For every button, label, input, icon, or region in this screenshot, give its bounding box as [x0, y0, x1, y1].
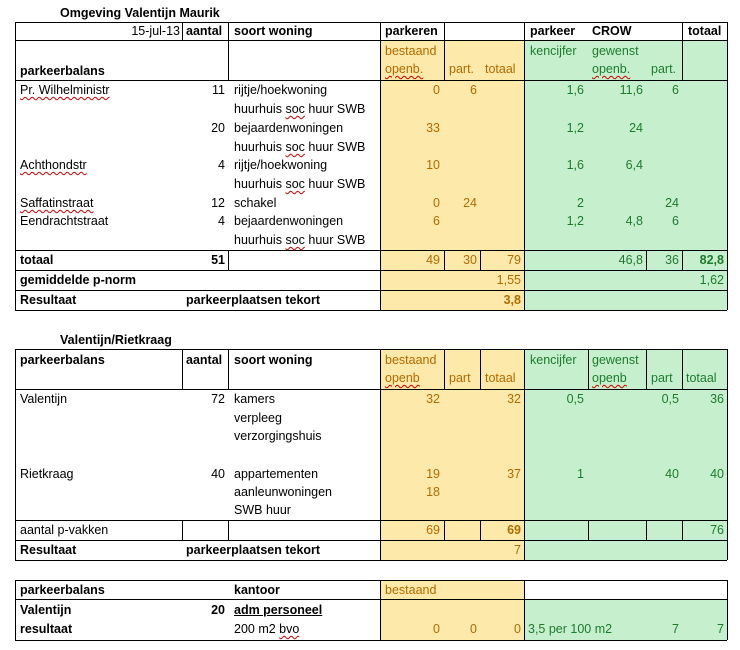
s1-row0-gewenst: 11,6: [619, 83, 643, 97]
s2-header-aantal: aantal: [186, 353, 223, 367]
s2-pvak-totaal2: 76: [710, 523, 724, 537]
s1-row7-bestaand: 6: [433, 214, 440, 228]
s1-res-text: parkeerplaatsen tekort: [186, 293, 321, 307]
s3-header-parkeerbalans: parkeerbalans: [20, 583, 105, 597]
s1-row0-bestaand: 0: [433, 83, 440, 97]
s3-r2-ken: 3,5 per 100 m2: [528, 622, 613, 636]
s1-res-val: 3,8: [503, 293, 521, 307]
s1-totaal-gewenst: 46,8: [618, 253, 643, 267]
s1-row4-kencijfer: 1,6: [566, 158, 584, 172]
s1-row4-soort: rijtje/hoekwoning: [234, 158, 328, 172]
s2-row6-soort: SWB huur: [234, 503, 291, 517]
s1-row5-soort: huurhuis soc huur SWB: [234, 177, 366, 191]
s2-row4-totaal2: 40: [710, 467, 724, 481]
s2-title: Valentijn/Rietkraag: [60, 333, 172, 347]
s1-pnorm-val: 1,55: [496, 273, 521, 287]
s1-row7-aantal: 4: [218, 214, 225, 228]
s1-row3-soort: huurhuis soc huur SWB: [234, 140, 366, 154]
s2-header-gewenst: gewenst: [592, 353, 639, 367]
s2-pvak-label: aantal p-vakken: [20, 523, 109, 537]
s1-row2-kencijfer: 1,2: [566, 121, 584, 135]
s1-totaal-part: 30: [463, 253, 477, 267]
s2-header-soort: soort woning: [234, 353, 313, 367]
s2-row2-soort: verzorgingshuis: [234, 429, 322, 443]
s1-totaal-all: 82,8: [699, 253, 724, 267]
s2-row0-part2: 0,5: [661, 392, 679, 406]
s2-row4-bestaand: 19: [426, 467, 440, 481]
s1-row7-kencijfer: 1,2: [566, 214, 584, 228]
s2-row5-soort: aanleunwoningen: [234, 485, 333, 499]
s2-row0-bestaand: 32: [426, 392, 440, 406]
s1-header-parkeren: parkeren: [385, 24, 438, 38]
s1-row6-part: 24: [463, 196, 477, 210]
s2-header-openb2: openb: [592, 371, 627, 385]
s1-row2-gewenst: 24: [629, 121, 643, 135]
s1-row0-kencijfer: 1,6: [566, 83, 584, 97]
s1-date: 15-jul-13: [131, 24, 180, 38]
s1-row0-aantal: 11: [212, 83, 225, 97]
s1-totaal-aantal: 51: [211, 253, 225, 267]
s3-r2-totaal: 0: [514, 622, 521, 636]
s1-row0-street: Pr. Wilhelministr: [20, 83, 110, 97]
s2-header-part: part: [449, 371, 471, 385]
s1-pnorm-crow: 1,62: [699, 273, 724, 287]
s1-sub-bestaand: bestaand: [385, 44, 437, 58]
s2-row0-aantal: 72: [211, 392, 225, 406]
s2-res-text: parkeerplaatsen tekort: [186, 543, 321, 557]
s1-row8-soort: huurhuis soc huur SWB: [234, 233, 366, 247]
s3-r2-bestaand: 0: [433, 622, 440, 636]
s1-totaal-totaal: 79: [507, 253, 521, 267]
s1-res-label: Resultaat: [20, 293, 77, 307]
s2-row4-soort: appartementen: [234, 467, 319, 481]
s2-header-part2: part: [651, 371, 673, 385]
s1-header-soort: soort woning: [234, 24, 313, 38]
s1-title: Omgeving Valentijn Maurik: [60, 6, 220, 20]
s1-row7-gpart: 6: [672, 214, 679, 228]
s1-row1-soort: huurhuis soc huur SWB: [234, 102, 366, 116]
s1-totaal-bestaand: 49: [426, 253, 440, 267]
s3-r1-aantal: 20: [211, 603, 225, 617]
s1-row0-part: 6: [470, 83, 477, 97]
s1-sub-openb: openb.: [385, 62, 424, 76]
s3-r1-soort: adm personeel: [234, 603, 323, 617]
s1-totaal-gpart: 36: [665, 253, 679, 267]
s2-row5-bestaand: 18: [426, 485, 440, 499]
s1-row4-aantal: 4: [218, 158, 225, 172]
s1-sub-kencijfer: kencijfer: [530, 44, 577, 58]
s3-r1-label: Valentijn: [20, 603, 72, 617]
s1-row7-street: Eendrachtstraat: [20, 214, 109, 228]
s1-sub-totaal: totaal: [485, 62, 516, 76]
s1-row6-street: Saffatinstraat: [20, 196, 94, 210]
s2-row4-street: Rietkraag: [20, 467, 74, 481]
s1-row7-soort: bejaardenwoningen: [234, 214, 344, 228]
s1-header-aantal: aantal: [186, 24, 223, 38]
s1-sub-part: part.: [449, 62, 475, 76]
s1-row0-gpart: 6: [672, 83, 679, 97]
s1-row7-gewenst: 4,8: [625, 214, 643, 228]
s1-row4-gewenst: 6,4: [625, 158, 643, 172]
s1-row2-soort: bejaardenwoningen: [234, 121, 344, 135]
s1-row6-soort: schakel: [234, 196, 277, 210]
s2-header-parkeerbalans: parkeerbalans: [20, 353, 105, 367]
s3-r2-part: 0: [470, 622, 477, 636]
s1-sub-gewenst: gewenst: [592, 44, 639, 58]
s2-row4-part2: 40: [665, 467, 679, 481]
s1-header-crow: CROW: [592, 24, 632, 38]
s2-header-bestaand: bestaand: [385, 353, 437, 367]
s3-header-kantoor: kantoor: [234, 583, 280, 597]
s1-sub-openb2: openb.: [592, 62, 631, 76]
s2-row0-totaal: 32: [507, 392, 521, 406]
s2-row0-totaal2: 36: [710, 392, 724, 406]
s2-row4-aantal: 40: [211, 467, 225, 481]
s2-row1-soort: verpleeg: [234, 411, 282, 425]
s3-r2-soort: 200 m2 bvo: [234, 622, 300, 636]
s3-header-bestaand: bestaand: [385, 583, 437, 597]
s2-pvak-bestaand: 69: [426, 523, 440, 537]
s2-header-totaal: totaal: [485, 371, 516, 385]
s2-row4-totaal: 37: [507, 467, 521, 481]
s1-row2-aantal: 20: [211, 121, 225, 135]
s2-res-val: 7: [514, 543, 521, 557]
s1-row6-aantal: 12: [211, 196, 225, 210]
s1-row6-kencijfer: 2: [577, 196, 584, 210]
s1-header-parkeer: parkeer: [530, 24, 576, 38]
s1-totaal-label: totaal: [20, 253, 54, 267]
s2-row4-kencijfer: 1: [577, 467, 584, 481]
s1-row6-bestaand: 0: [433, 196, 440, 210]
s1-sub-part2: part.: [651, 62, 677, 76]
s2-pvak-totaal: 69: [507, 523, 521, 537]
s2-header-kencijfer: kencijfer: [530, 353, 577, 367]
s3-r2-part2: 7: [672, 622, 679, 636]
s1-row6-gpart: 24: [665, 196, 679, 210]
s2-row0-street: Valentijn: [20, 392, 68, 406]
s1-row4-street: Achthondstr: [20, 158, 87, 172]
s1-row2-bestaand: 33: [426, 121, 440, 135]
s2-res-label: Resultaat: [20, 543, 77, 557]
s2-row0-kencijfer: 0,5: [566, 392, 584, 406]
s3-r2-label: resultaat: [20, 622, 73, 636]
s1-row4-bestaand: 10: [426, 158, 440, 172]
s1-header-totaal: totaal: [688, 24, 722, 38]
s2-header-openb: openb: [385, 371, 420, 385]
s1-parkeerbalans: parkeerbalans: [20, 64, 105, 78]
s1-pnorm-label: gemiddelde p-norm: [20, 273, 136, 287]
s2-row0-soort: kamers: [234, 392, 275, 406]
s3-r2-totaal2: 7: [717, 622, 724, 636]
s2-header-totaal2: totaal: [686, 371, 717, 385]
s1-row0-soort: rijtje/hoekwoning: [234, 83, 328, 97]
